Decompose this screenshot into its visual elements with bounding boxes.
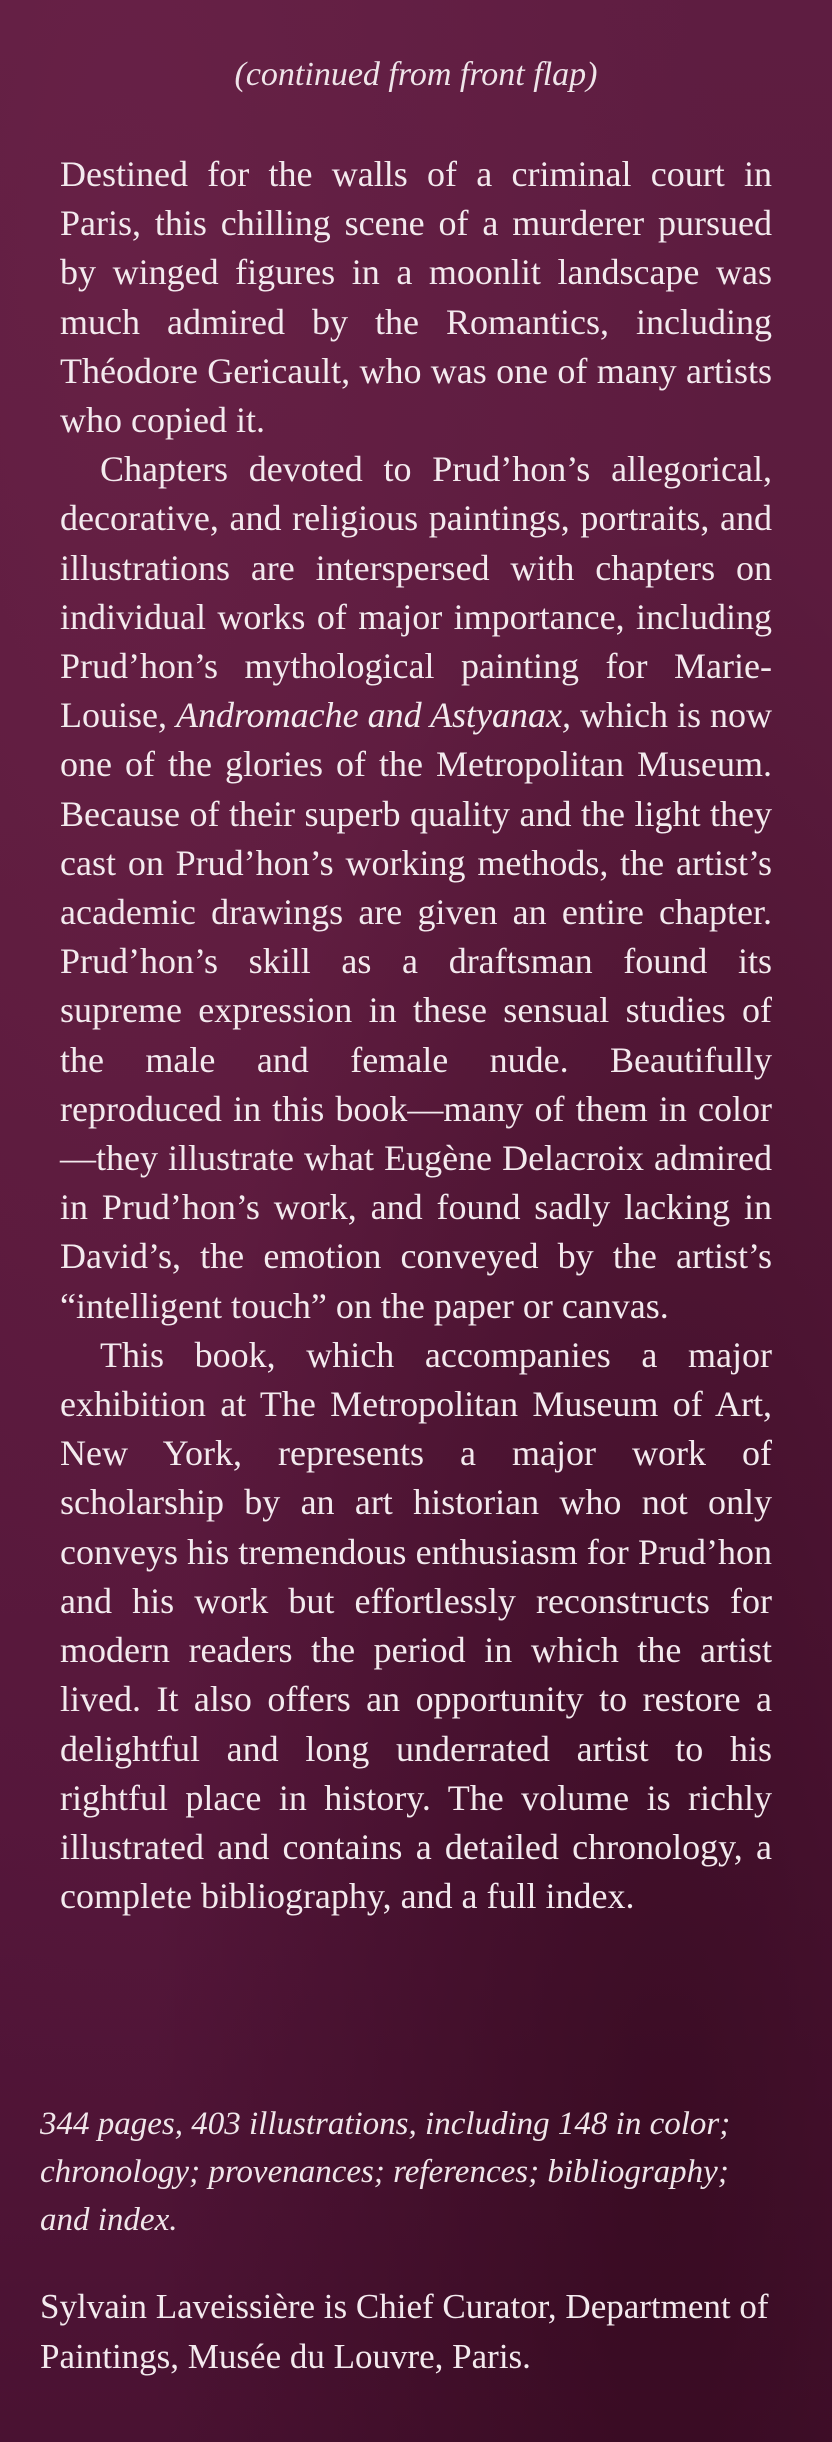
- artwork-title-andromache: Andromache and Astyanax,: [176, 695, 571, 736]
- paragraph-1: Destined for the walls of a criminal court in Paris, this chilling scene of a murderer pursued by winged figures in a moonlit landscape was much admired by the Romantics, including Théodore Gericault, who was one of many artists who copied it.: [60, 154, 772, 441]
- paragraph-3: This book, which accompanies a major exhibition at The Metropolitan Museum of Art, New York, represents a major work of scholarship by an art historian who not only conveys his tremendous enthusiasm for Prud’hon and his work but effortlessly reconstructs for modern readers the period in which the artist lived. It also offers an opportunity to restore a delightful and long underrated artist to his rightful place in history. The volume is richly illustrated and contains a detailed chronology, a complete bibliography, and a full index.: [60, 1334, 772, 1917]
- book-specifications: 344 pages, 403 illustrations, including 148 in color; chronology; provenances; references; bibliography; and index.: [40, 2106, 731, 2238]
- continued-from-front-flap-note: (continued from front flap): [234, 56, 598, 93]
- flap-body-text: [60, 150, 772, 1921]
- paragraph-2: [60, 445, 772, 1331]
- author-bio: Sylvain Laveissière is Chief Curator, Department of Paintings, Musée du Louvre, Paris.: [40, 2287, 769, 2376]
- paragraph-2-rest: which is now one of the glories of the Metropolitan Museum. Because of their superb quality and the light they cast on Prud’hon’s working methods, the artist’s academic drawings are given an entire chapter. Prud’hon’s skill as a draftsman found its supreme expression in these sensual studies of the male and female nude. Beautifully reproduced in this book—many of them in color—they illustrate what Eugène Delacroix admired in Prud’hon’s work, and found sadly lacking in David’s, the emotion conveyed by the artist’s “intelligent touch” on the paper or canvas.: [60, 695, 772, 1326]
- paragraph-2-intro: Chapters devoted to Prud’hon’s allegorical, decorative, and religious paintings, portraits, and illustrations are interspersed with chapters on individual works of major importance, including Prud’hon’s mythological painting for Marie-Louise,: [60, 449, 772, 736]
